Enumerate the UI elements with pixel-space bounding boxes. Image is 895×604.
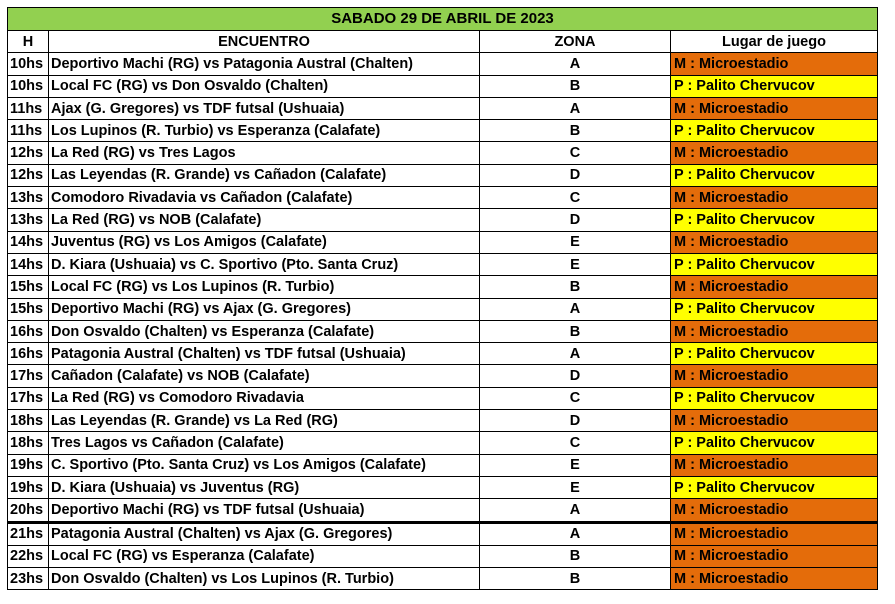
match-cell: Deportivo Machi (RG) vs TDF futsal (Ushuaia)	[49, 499, 480, 522]
header-h: H	[8, 31, 49, 53]
match-cell: La Red (RG) vs NOB (Calafate)	[49, 209, 480, 231]
table-row	[8, 476, 878, 498]
table-row	[8, 231, 878, 253]
table-row	[8, 276, 878, 298]
zone-cell: A	[480, 53, 671, 75]
zone-cell: B	[480, 120, 671, 142]
match-cell: Los Lupinos (R. Turbio) vs Esperanza (Calafate)	[49, 120, 480, 142]
venue-cell: M : Microestadio	[671, 187, 878, 209]
venue-cell: M : Microestadio	[671, 454, 878, 476]
match-cell: La Red (RG) vs Comodoro Rivadavia	[49, 387, 480, 409]
venue-cell: M : Microestadio	[671, 522, 878, 545]
table-row	[8, 97, 878, 119]
time-cell: 18hs	[8, 410, 49, 432]
time-cell: 12hs	[8, 164, 49, 186]
table-row	[8, 545, 878, 567]
venue-cell: M : Microestadio	[671, 231, 878, 253]
table-row	[8, 454, 878, 476]
match-cell: C. Sportivo (Pto. Santa Cruz) vs Los Amigos (Calafate)	[49, 454, 480, 476]
zone-cell: A	[480, 298, 671, 320]
match-cell: Local FC (RG) vs Don Osvaldo (Chalten)	[49, 75, 480, 97]
time-cell: 14hs	[8, 231, 49, 253]
table-row	[8, 522, 878, 545]
match-cell: Deportivo Machi (RG) vs Patagonia Austral (Chalten)	[49, 53, 480, 75]
zone-cell: A	[480, 343, 671, 365]
zone-cell: A	[480, 499, 671, 522]
time-cell: 15hs	[8, 276, 49, 298]
venue-cell: P : Palito Chervucov	[671, 120, 878, 142]
match-cell: D. Kiara (Ushuaia) vs C. Sportivo (Pto. Santa Cruz)	[49, 253, 480, 275]
venue-cell: P : Palito Chervucov	[671, 209, 878, 231]
time-cell: 10hs	[8, 53, 49, 75]
time-cell: 14hs	[8, 253, 49, 275]
time-cell: 18hs	[8, 432, 49, 454]
match-cell: Cañadon (Calafate) vs NOB (Calafate)	[49, 365, 480, 387]
table-row	[8, 365, 878, 387]
match-cell: Juventus (RG) vs Los Amigos (Calafate)	[49, 231, 480, 253]
venue-cell: M : Microestadio	[671, 545, 878, 567]
time-cell: 19hs	[8, 476, 49, 498]
zone-cell: C	[480, 387, 671, 409]
venue-cell: P : Palito Chervucov	[671, 343, 878, 365]
venue-cell: P : Palito Chervucov	[671, 164, 878, 186]
time-cell: 21hs	[8, 522, 49, 545]
time-cell: 19hs	[8, 454, 49, 476]
table-row	[8, 75, 878, 97]
sheet-title: SABADO 29 DE ABRIL DE 2023	[8, 8, 878, 31]
zone-cell: C	[480, 187, 671, 209]
table-row	[8, 253, 878, 275]
table-row	[8, 499, 878, 522]
match-cell: La Red (RG) vs Tres Lagos	[49, 142, 480, 164]
table-row	[8, 343, 878, 365]
zone-cell: E	[480, 231, 671, 253]
venue-cell: M : Microestadio	[671, 276, 878, 298]
time-cell: 12hs	[8, 142, 49, 164]
table-row	[8, 320, 878, 342]
time-cell: 16hs	[8, 320, 49, 342]
zone-cell: A	[480, 97, 671, 119]
match-cell: Deportivo Machi (RG) vs Ajax (G. Gregores)	[49, 298, 480, 320]
time-cell: 17hs	[8, 365, 49, 387]
header-zone: ZONA	[480, 31, 671, 53]
table-row	[8, 387, 878, 409]
table-row	[8, 432, 878, 454]
header-row	[8, 31, 878, 53]
zone-cell: E	[480, 253, 671, 275]
zone-cell: B	[480, 276, 671, 298]
table-row	[8, 120, 878, 142]
venue-cell: P : Palito Chervucov	[671, 253, 878, 275]
table-row	[8, 298, 878, 320]
time-cell: 17hs	[8, 387, 49, 409]
zone-cell: E	[480, 476, 671, 498]
venue-cell: P : Palito Chervucov	[671, 298, 878, 320]
venue-cell: M : Microestadio	[671, 320, 878, 342]
venue-cell: M : Microestadio	[671, 142, 878, 164]
time-cell: 16hs	[8, 343, 49, 365]
match-cell: Patagonia Austral (Chalten) vs Ajax (G. Gregores)	[49, 522, 480, 545]
zone-cell: D	[480, 164, 671, 186]
match-cell: Local FC (RG) vs Esperanza (Calafate)	[49, 545, 480, 567]
zone-cell: B	[480, 320, 671, 342]
time-cell: 13hs	[8, 209, 49, 231]
match-cell: Las Leyendas (R. Grande) vs La Red (RG)	[49, 410, 480, 432]
table-row	[8, 164, 878, 186]
match-cell: Tres Lagos vs Cañadon (Calafate)	[49, 432, 480, 454]
time-cell: 10hs	[8, 75, 49, 97]
time-cell: 13hs	[8, 187, 49, 209]
title-row	[8, 8, 878, 31]
zone-cell: C	[480, 432, 671, 454]
time-cell: 11hs	[8, 120, 49, 142]
table-row	[8, 187, 878, 209]
zone-cell: B	[480, 568, 671, 590]
match-cell: Las Leyendas (R. Grande) vs Cañadon (Calafate)	[49, 164, 480, 186]
match-cell: Local FC (RG) vs Los Lupinos (R. Turbio)	[49, 276, 480, 298]
table-row	[8, 209, 878, 231]
venue-cell: M : Microestadio	[671, 499, 878, 522]
zone-cell: B	[480, 545, 671, 567]
zone-cell: A	[480, 522, 671, 545]
match-cell: Don Osvaldo (Chalten) vs Esperanza (Calafate)	[49, 320, 480, 342]
table-row	[8, 410, 878, 432]
header-venue: Lugar de juego	[671, 31, 878, 53]
venue-cell: M : Microestadio	[671, 365, 878, 387]
time-cell: 11hs	[8, 97, 49, 119]
match-cell: Ajax (G. Gregores) vs TDF futsal (Ushuaia)	[49, 97, 480, 119]
venue-cell: P : Palito Chervucov	[671, 476, 878, 498]
match-cell: Don Osvaldo (Chalten) vs Los Lupinos (R. Turbio)	[49, 568, 480, 590]
venue-cell: P : Palito Chervucov	[671, 432, 878, 454]
match-cell: Patagonia Austral (Chalten) vs TDF futsal (Ushuaia)	[49, 343, 480, 365]
time-cell: 23hs	[8, 568, 49, 590]
venue-cell: M : Microestadio	[671, 410, 878, 432]
table-row	[8, 142, 878, 164]
venue-cell: M : Microestadio	[671, 53, 878, 75]
header-match: ENCUENTRO	[49, 31, 480, 53]
schedule-table	[7, 7, 878, 590]
time-cell: 22hs	[8, 545, 49, 567]
zone-cell: B	[480, 75, 671, 97]
venue-cell: P : Palito Chervucov	[671, 75, 878, 97]
zone-cell: D	[480, 365, 671, 387]
venue-cell: M : Microestadio	[671, 97, 878, 119]
time-cell: 20hs	[8, 499, 49, 522]
match-cell: D. Kiara (Ushuaia) vs Juventus (RG)	[49, 476, 480, 498]
venue-cell: P : Palito Chervucov	[671, 387, 878, 409]
zone-cell: E	[480, 454, 671, 476]
zone-cell: D	[480, 209, 671, 231]
table-row	[8, 568, 878, 590]
zone-cell: C	[480, 142, 671, 164]
zone-cell: D	[480, 410, 671, 432]
table-row	[8, 53, 878, 75]
time-cell: 15hs	[8, 298, 49, 320]
match-cell: Comodoro Rivadavia vs Cañadon (Calafate)	[49, 187, 480, 209]
venue-cell: M : Microestadio	[671, 568, 878, 590]
